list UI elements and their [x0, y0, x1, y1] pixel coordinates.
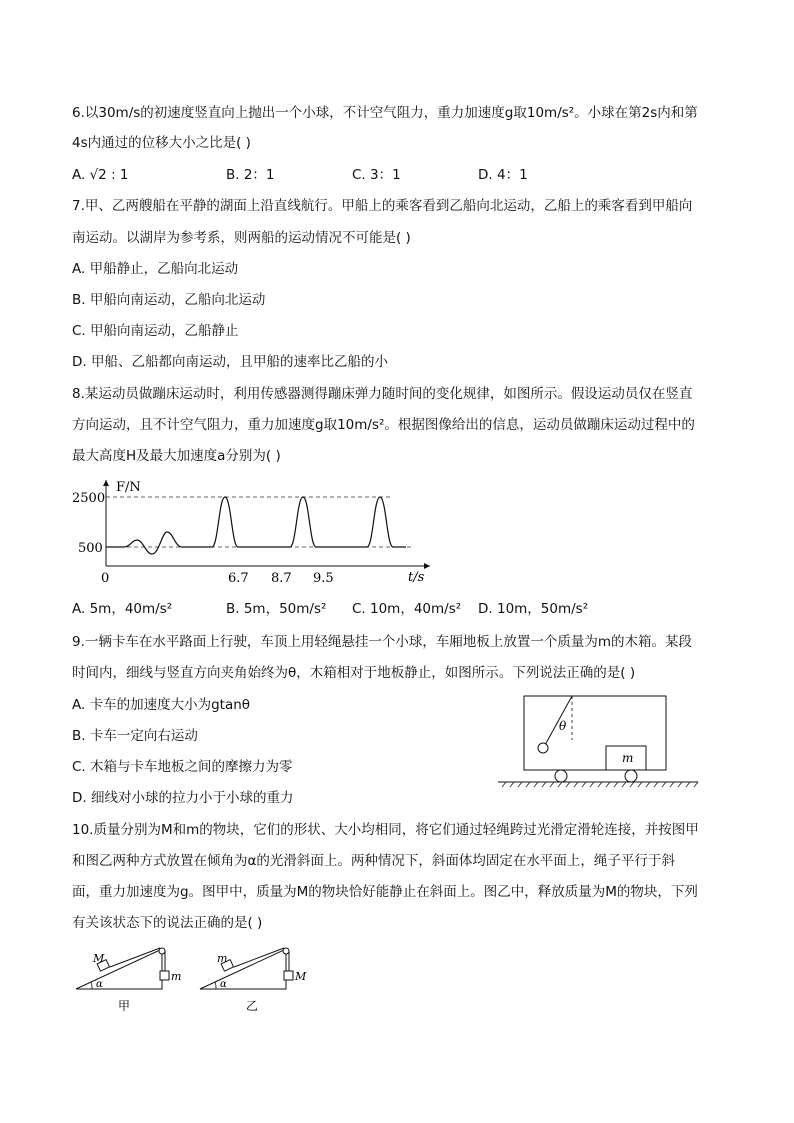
q6-option-d: D. 4：1 [478, 167, 528, 183]
q10-yi-pulley [283, 948, 289, 954]
q10-jia-incline [76, 949, 162, 989]
q10-jia-hanging-block-label: m [171, 970, 182, 983]
q8-origin-label: 0 [101, 571, 110, 586]
q9-option-c: C. 木箱与卡车地板之间的摩擦力为零 [72, 759, 293, 775]
q10-yi-caption: 乙 [246, 999, 259, 1013]
q8-options [72, 599, 732, 619]
q10-stem-line1: 10.质量分别为M和m的物块，它们的形状、大小均相同，将它们通过轻绳跨过光滑定滑轮连接，并按图甲 [72, 822, 699, 838]
q9-theta-label: θ [559, 719, 567, 733]
q10-yi-hanging-block [284, 971, 293, 980]
q9-ball [538, 743, 548, 753]
q8-x-tick-6-7: 6.7 [228, 571, 249, 586]
q10-stem-line3: 面，重力加速度为g。图甲中，质量为M的物块恰好能静止在斜面上。图乙中，释放质量为M的物块，下列 [72, 884, 698, 900]
q10-figure-jia [72, 945, 192, 1017]
q8-force-curve [106, 497, 406, 554]
q9-stem-line2: 时间内，细线与竖直方向夹角始终为θ，木箱相对于地板静止，如图所示。下列说法正确的是( ) [72, 665, 636, 681]
q9-option-d: D. 细线对小球的拉力小于小球的重力 [72, 790, 294, 806]
q10-yi-incline-block-label: m [217, 952, 228, 965]
q8-stem-line3: 最大高度H及最大加速度a分别为( ) [72, 448, 281, 464]
q8-y-tick-500: 500 [78, 541, 103, 556]
q8-y-tick-2500: 2500 [72, 491, 106, 506]
q9-box-label: m [622, 751, 634, 765]
q8-x-tick-8-7: 8.7 [271, 571, 292, 586]
q9-ground-hatch [502, 782, 698, 787]
q9-option-b: B. 卡车一定向右运动 [72, 728, 198, 744]
q10-jia-hanging-block [160, 971, 169, 980]
q7-option-b: B. 甲船向南运动，乙船向北运动 [72, 292, 266, 308]
q7-option-d: D. 甲船、乙船都向南运动，且甲船的速率比乙船的小 [72, 354, 388, 370]
q7-option-c: C. 甲船向南运动，乙船静止 [72, 323, 239, 339]
q7-option-a: A. 甲船静止，乙船向北运动 [72, 261, 239, 277]
q6-option-b: B. 2：1 [226, 167, 275, 183]
q8-force-time-graph [72, 474, 442, 588]
q8-stem-line2: 方向运动，且不计空气阻力，重力加速度g取10m/s²。根据图像给出的信息，运动员做蹦床运动过程中的 [72, 417, 695, 433]
q6-options [72, 165, 732, 185]
q9-wheel-right [625, 770, 637, 782]
q6-option-a: A. √2 : 1 [72, 167, 129, 183]
q10-figure-yi [196, 945, 316, 1017]
q6-option-c: C. 3：1 [352, 167, 401, 183]
q10-yi-incline [200, 949, 286, 989]
q10-jia-incline-block-label: M [93, 952, 105, 965]
q10-stem-line4: 有关该状态下的说法正确的是( ) [72, 915, 263, 931]
q10-jia-rope-incline [110, 948, 160, 967]
q9-truck-figure [494, 692, 704, 788]
q8-option-a: A. 5m，40m/s² [72, 601, 173, 617]
q10-jia-angle-label: α [96, 979, 103, 990]
q8-option-d: D. 10m，50m/s² [478, 601, 589, 617]
q10-yi-rope-incline [234, 948, 284, 967]
q9-option-a: A. 卡车的加速度大小为gtanθ [72, 697, 251, 713]
q6-stem-line1: 6.以30m/s的初速度竖直向上抛出一个小球，不计空气阻力，重力加速度g取10m/s²。小球在第2s内和第 [72, 105, 698, 121]
q10-yi-hanging-block-label: M [295, 970, 307, 983]
q9-stem-line1: 9.一辆卡车在水平路面上行驶，车顶上用轻绳悬挂一个小球，车厢地板上放置一个质量为m的木箱。某段 [72, 634, 693, 650]
q7-stem-line2: 南运动。以湖岸为参考系，则两船的运动情况不可能是( ) [72, 230, 411, 246]
q10-jia-pulley [159, 948, 165, 954]
q8-stem-line1: 8.某运动员做蹦床运动时，利用传感器测得蹦床弹力随时间的变化规律，如图所示。假设运动员仅在竖直 [72, 386, 693, 402]
q8-x-label: t/s [408, 570, 425, 585]
q10-jia-caption: 甲 [118, 999, 131, 1013]
q9-wheel-left [555, 770, 567, 782]
q7-stem-line1: 7.甲、乙两艘船在平静的湖面上沿直线航行。甲船上的乘客看到乙船向北运动，乙船上的乘客看到甲船向 [72, 198, 693, 214]
q8-y-label: F/N [116, 480, 141, 495]
q8-option-c: C. 10m，40m/s² [352, 601, 462, 617]
q10-stem-line2: 和图乙两种方式放置在倾角为α的光滑斜面上。两种情况下，斜面体均固定在水平面上，绳子平行于斜 [72, 853, 675, 869]
q10-yi-angle-label: α [220, 979, 227, 990]
q8-x-tick-9-5: 9.5 [313, 571, 334, 586]
q6-stem-line2: 4s内通过的位移大小之比是( ) [72, 135, 251, 151]
q8-option-b: B. 5m，50m/s² [226, 601, 327, 617]
